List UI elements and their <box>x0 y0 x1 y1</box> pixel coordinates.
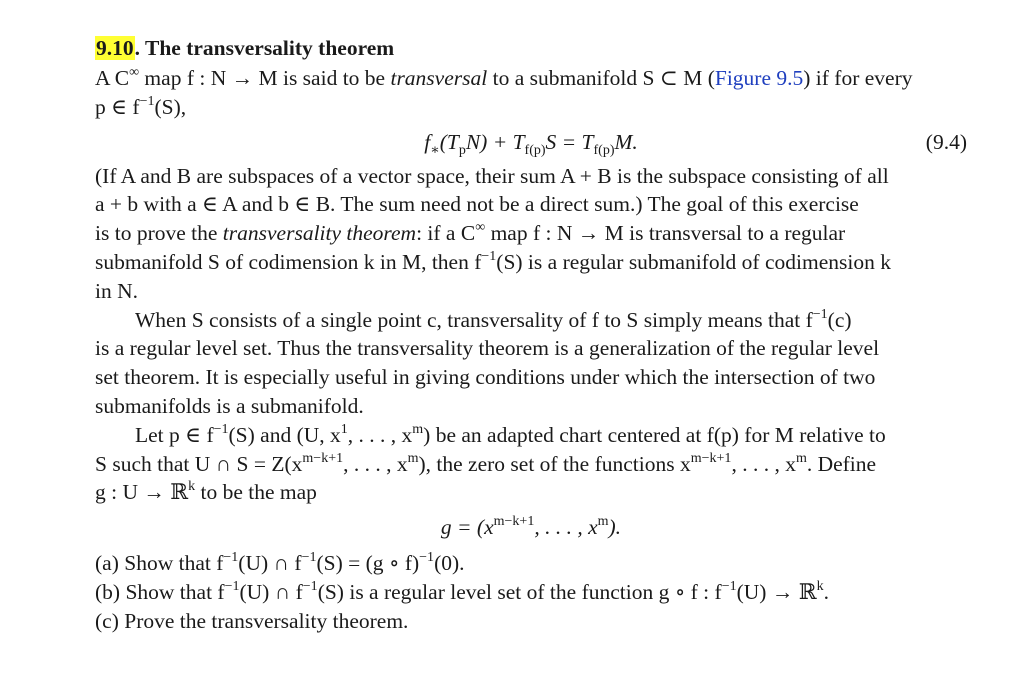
text-run: S such that U ∩ S = Z(x <box>95 451 303 476</box>
text-run: , . . . , x <box>347 422 413 447</box>
superscript: −1 <box>213 421 229 437</box>
text-run: ), the zero set of the functions x <box>418 451 691 476</box>
paragraph-2-line-4 <box>95 248 967 277</box>
text-run: map f : N → M is transversal to a regular <box>485 221 846 246</box>
text-run: submanifold S of codimension k in M, then f <box>95 249 482 274</box>
superscript: −1 <box>812 306 828 322</box>
eq-term: f <box>424 129 431 154</box>
equation-number: (9.4) <box>925 129 967 154</box>
superscript: k <box>188 479 196 495</box>
paragraph-2-line-2 <box>95 190 967 219</box>
text-run: : if a C <box>416 221 476 246</box>
text-run: (a) Show that f <box>95 551 224 576</box>
superscript: m <box>407 450 419 466</box>
text-run: map f : N → M is said to be <box>139 66 391 90</box>
superscript: 1 <box>340 421 348 437</box>
equation-9-4 <box>95 122 967 162</box>
text-run: is to prove the <box>95 221 223 246</box>
paragraph-3-line-4 <box>95 392 967 421</box>
text-run: ) if for every <box>803 66 913 90</box>
paragraph-3-line-2 <box>95 334 967 363</box>
superscript: −1 <box>223 550 239 566</box>
section-number: 9.10 <box>96 36 134 60</box>
text-run: (c) Prove the transversality theorem. <box>95 608 409 633</box>
paragraph-2-line-3 <box>95 219 967 248</box>
text-run: (U) ∩ f <box>239 579 303 604</box>
text-run: g : U → ℝ <box>95 480 189 505</box>
paragraph-3-line-1 <box>95 306 967 335</box>
paragraph-4-line-1 <box>95 421 967 450</box>
eq-term: S = T <box>545 129 594 154</box>
text-run: p ∈ f <box>95 94 140 119</box>
superscript: ∞ <box>129 65 140 80</box>
text-run: (c) <box>827 307 852 332</box>
superscript: −1 <box>224 578 240 594</box>
superscript: ∞ <box>475 220 486 236</box>
text-run: (S) and (U, x <box>228 422 341 447</box>
text-run: . Define <box>806 451 877 476</box>
text-run: set theorem. It is especially useful in giving conditions under which the intersection of two <box>95 365 876 390</box>
superscript: m−k+1 <box>302 450 344 466</box>
paragraph-3-line-3 <box>95 363 967 392</box>
text-run: . <box>823 579 829 604</box>
exercise-part-c <box>95 607 967 636</box>
text-run: (S), <box>154 94 187 119</box>
textbook-page <box>95 32 967 636</box>
text-run: ) be an adapted chart centered at f(p) for M relative to <box>423 422 886 447</box>
eq-term: g = (x <box>440 515 494 540</box>
eq-term: N) + T <box>465 129 525 154</box>
text-run: is a regular level set. Thus the transversality theorem is a generalization of the regular level <box>95 336 880 361</box>
superscript: m <box>412 421 424 437</box>
eq-term: (T <box>439 129 459 154</box>
equation-g-definition <box>95 507 967 547</box>
text-run: , . . . , x <box>343 451 408 476</box>
exercise-part-a <box>95 549 967 578</box>
text-run: (U) → ℝ <box>736 579 817 604</box>
superscript: −1 <box>419 550 435 566</box>
text-run: (b) Show that f <box>95 579 225 604</box>
eq-term: , . . . , x <box>534 515 598 540</box>
paragraph-1-line-1 <box>95 64 967 93</box>
paragraph-2-line-1 <box>95 162 967 191</box>
paragraph-2-line-5 <box>95 277 967 306</box>
paragraph-1-line-2 <box>95 93 967 122</box>
text-run: to a submanifold S ⊂ M ( <box>487 66 715 90</box>
eq-term: M. <box>614 129 638 154</box>
superscript: −1 <box>301 550 317 566</box>
text-run: (0). <box>434 551 465 576</box>
figure-link[interactable]: Figure 9.5 <box>714 66 804 90</box>
superscript: −1 <box>481 248 497 264</box>
superscript: m−k+1 <box>493 514 535 530</box>
subscript: p <box>458 142 466 158</box>
text-run: , . . . , x <box>731 451 796 476</box>
text-run: When S consists of a single point c, transversality of f to S simply means that f <box>135 307 813 332</box>
paragraph-4-line-3 <box>95 478 967 507</box>
eq-term: ). <box>608 515 622 540</box>
superscript: m−k+1 <box>690 450 732 466</box>
section-heading <box>95 32 967 64</box>
paragraph-4-line-2 <box>95 450 967 479</box>
text-run: Let p ∈ f <box>135 422 214 447</box>
text-run: submanifolds is a submanifold. <box>95 393 364 418</box>
text-run: (S) = (g ∘ f) <box>316 551 420 576</box>
text-run: A C <box>95 66 130 90</box>
text-run: (S) is a regular submanifold of codimension k <box>496 249 891 274</box>
subscript: f(p) <box>524 142 546 158</box>
emphasis-transversal: transversal <box>390 66 488 90</box>
superscript: m <box>795 450 807 466</box>
exercise-part-b <box>95 578 967 607</box>
subscript: f(p) <box>593 142 615 158</box>
superscript: k <box>816 578 824 594</box>
text-run: a + b with a ∈ A and b ∈ B. The sum need not be a direct sum.) The goal of this exercise <box>95 192 859 217</box>
text-run: (U) ∩ f <box>238 551 302 576</box>
text-run: (If A and B are subspaces of a vector space, their sum A + B is the subspace consisting of all <box>95 163 889 188</box>
text-run: to be the map <box>195 480 317 505</box>
superscript: m <box>597 514 609 530</box>
text-run: (S) is a regular level set of the function g ∘ f : f <box>317 579 722 604</box>
subscript: ∗ <box>430 142 440 158</box>
text-run: in N. <box>95 278 138 303</box>
superscript: −1 <box>721 578 737 594</box>
section-title: . The transversality theorem <box>134 36 395 60</box>
superscript: −1 <box>139 93 155 109</box>
superscript: −1 <box>302 578 318 594</box>
emphasis-transversality-theorem: transversality theorem <box>222 221 417 246</box>
